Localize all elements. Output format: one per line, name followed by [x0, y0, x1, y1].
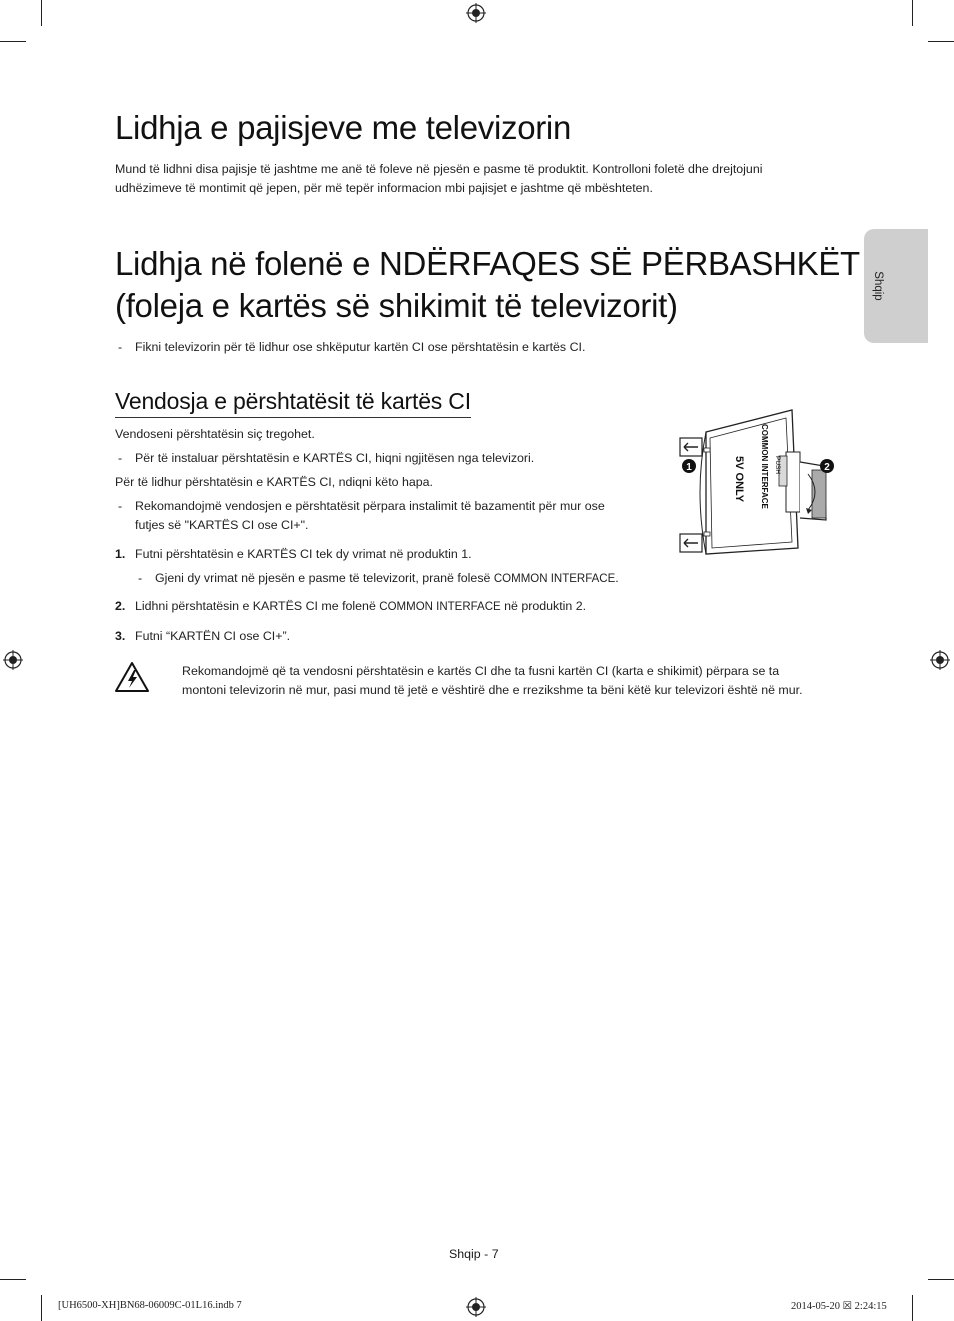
crop-mark — [0, 41, 26, 42]
footer-file: [UH6500-XH]BN68-06009C-01L16.indb 7 — [58, 1300, 242, 1311]
section-title: (foleja e kartës së shikimit të televizorit) — [115, 287, 678, 324]
intro-line: Mund të lidhni disa pajisje të jashtme me anë të foleve në pjesën e pasme të produktit. Kontrolloni foletë dhe drejtojuni — [115, 162, 763, 176]
diagram-label-ci: COMMON INTERFACE — [760, 424, 769, 509]
crop-mark — [912, 0, 913, 26]
intro-line: udhëzimeve të montimit që jepen, për më tepër informacion mbi pajisjet e jashtme që mbështeten. — [115, 181, 653, 195]
page-number: Shqip - 7 — [449, 1247, 499, 1261]
warning-text: montoni televizorin në mur, pasi mund të jetë e vështirë dhe e rrezikshme ta bëni këtë kur televizori është në mur. — [182, 683, 803, 697]
dash-bullet: - — [118, 340, 123, 354]
crop-mark — [0, 1279, 26, 1280]
ci-adapter-diagram — [676, 404, 846, 560]
marker-2-label: 2 — [824, 462, 830, 473]
crop-mark — [928, 41, 954, 42]
warning-triangle-icon — [114, 661, 150, 693]
page-title: Lidhja e pajisjeve me televizorin — [115, 109, 572, 146]
diagram-label-5v: 5V ONLY — [733, 456, 745, 503]
body-text: Për të lidhur përshtatësin e KARTËS CI, ndiqni këto hapa. — [115, 475, 433, 489]
crop-mark — [928, 1279, 954, 1280]
body-text: Për të instaluar përshtatësin e KARTËS CI, hiqni ngjitësen nga televizori. — [135, 451, 535, 465]
subheading: Vendosja e përshtatësit të kartës CI — [115, 388, 471, 418]
dash-bullet: - — [138, 571, 143, 585]
step-text: Futni “KARTËN CI ose CI+”. — [135, 629, 291, 643]
warning-text: Rekomandojmë që ta vendosni përshtatësin e kartës CI dhe ta fusni kartën CI (karta e shikimit) përpara se ta — [182, 664, 780, 678]
step-number: 2. — [115, 599, 126, 613]
crop-mark — [41, 1295, 42, 1321]
footer-timestamp: 2014-05-20 ☒ 2:24:15 — [791, 1301, 887, 1312]
language-tab-label: Shqip — [872, 271, 884, 301]
body-text: Vendoseni përshtatësin siç tregohet. — [115, 427, 315, 441]
marker-1-label: 1 — [686, 462, 692, 473]
diagram-label-push: PUSH — [774, 456, 781, 475]
step-text: Futni përshtatësin e KARTËS CI tek dy vrimat në produktin 1. — [135, 547, 472, 561]
ci-note: Fikni televizorin për të lidhur ose shkëputur kartën CI ose përshtatësin e kartës CI. — [135, 340, 586, 354]
body-text: Rekomandojmë vendosjen e përshtatësit përpara instalimit të bazamentit për mur ose — [135, 499, 605, 513]
body-text: futjes së "KARTËS CI ose CI+". — [135, 518, 309, 532]
crop-mark — [912, 1295, 913, 1321]
dash-bullet: - — [118, 499, 123, 513]
step-text: Lidhni përshtatësin e KARTËS CI me folenë COMMON INTERFACE në produktin 2. — [135, 599, 587, 613]
registration-mark-icon — [930, 650, 950, 670]
dash-bullet: - — [118, 451, 123, 465]
registration-mark-icon — [3, 650, 23, 670]
crop-mark — [41, 0, 42, 26]
registration-mark-icon — [466, 3, 486, 23]
step-subnote: Gjeni dy vrimat në pjesën e pasme të televizorit, pranë folesë COMMON INTERFACE. — [155, 571, 619, 585]
step-number: 1. — [115, 547, 126, 561]
registration-mark-icon — [466, 1297, 486, 1317]
section-title: Lidhja në folenë e NDËRFAQES SË PËRBASHKËT — [115, 245, 860, 282]
step-number: 3. — [115, 629, 126, 643]
